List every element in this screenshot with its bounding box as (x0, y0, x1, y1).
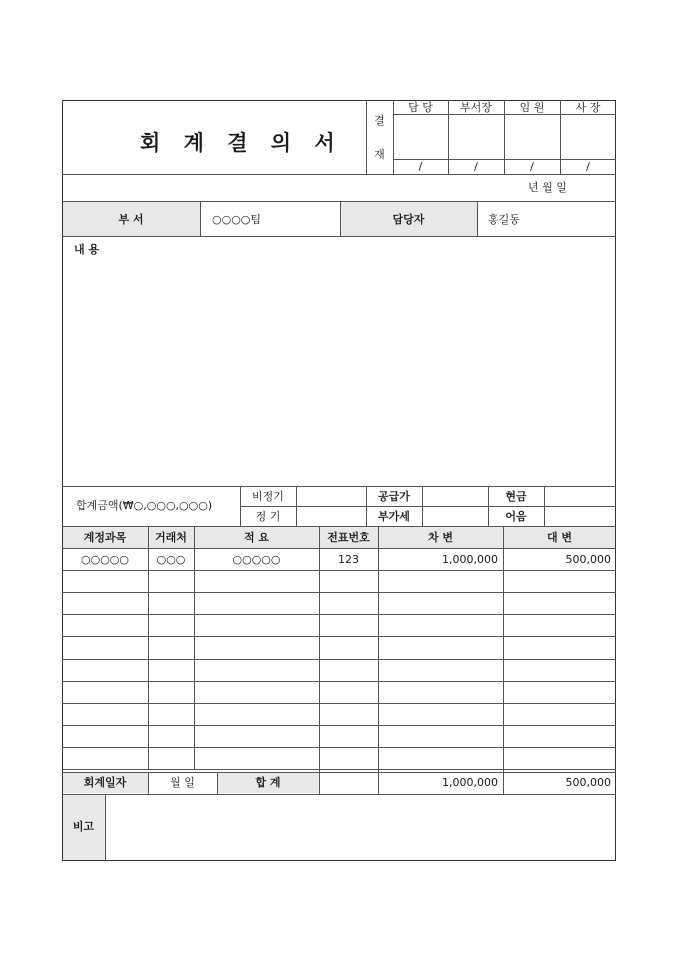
row-divider (62, 681, 616, 682)
row-divider (62, 570, 616, 571)
divider (62, 769, 616, 770)
cell-voucher-no[interactable] (319, 576, 378, 588)
divider (366, 100, 367, 174)
cell-debit[interactable]: 1,000,000 (442, 553, 498, 566)
col-credit: 대 변 (546, 531, 573, 544)
divider (62, 174, 616, 175)
approver-staff: 담 당 (408, 101, 433, 114)
cell-account[interactable] (62, 731, 148, 743)
cell-summary[interactable] (194, 642, 319, 654)
form-title: 회 계 결 의 서 (140, 131, 343, 155)
col-client: 거래처 (155, 531, 187, 544)
cell-client[interactable] (148, 709, 194, 721)
approver-executive: 임 원 (519, 101, 545, 114)
cell-account[interactable] (62, 576, 148, 588)
row-divider (62, 614, 616, 615)
signature-box-executive[interactable] (504, 114, 560, 159)
cell-credit[interactable] (503, 709, 611, 721)
row-divider (62, 659, 616, 660)
cell-client[interactable] (148, 642, 194, 654)
remark-label: 비고 (72, 820, 95, 833)
cell-client[interactable] (148, 665, 194, 677)
supply-price-label: 공급가 (378, 490, 410, 503)
regular-checkbox[interactable] (296, 506, 366, 526)
cell-summary[interactable] (194, 753, 319, 765)
cell-voucher-no[interactable] (319, 709, 378, 721)
signature-box-staff[interactable] (393, 114, 448, 159)
sign-date-slash: / (418, 160, 423, 173)
manager-label: 담당자 (392, 213, 425, 226)
cell-client[interactable]: ○○○ (156, 553, 186, 566)
cell-voucher-no[interactable] (319, 665, 378, 677)
vat-label: 부가세 (378, 510, 410, 523)
cell-summary[interactable]: ○○○○○ (232, 553, 281, 566)
account-date-field[interactable]: 월 일 (170, 776, 195, 789)
promissory-note-field[interactable] (544, 506, 616, 526)
cell-summary[interactable] (194, 576, 319, 588)
cell-voucher-no[interactable] (319, 642, 378, 654)
cell-account[interactable] (62, 709, 148, 721)
content-label: 내 용 (74, 243, 100, 256)
col-debit: 차 변 (427, 531, 454, 544)
divider (200, 201, 201, 236)
cell-summary[interactable] (194, 598, 319, 610)
divider (378, 526, 379, 794)
divider (319, 526, 320, 794)
col-voucher-no: 전표번호 (327, 531, 370, 544)
cell-debit[interactable] (378, 665, 498, 677)
cell-credit[interactable] (503, 598, 611, 610)
cell-account[interactable] (62, 753, 148, 765)
approver-president: 사 장 (575, 101, 601, 114)
cell-summary[interactable] (194, 620, 319, 632)
divider (194, 526, 195, 769)
date-field[interactable]: 년 월 일 (528, 181, 567, 194)
dept-value[interactable]: ○○○○팀 (212, 213, 262, 226)
cell-credit[interactable]: 500,000 (565, 553, 611, 566)
divider (62, 236, 616, 237)
cell-debit[interactable] (378, 576, 498, 588)
cell-credit[interactable] (503, 687, 611, 699)
sign-date-slash: / (586, 160, 590, 173)
cell-credit[interactable] (503, 642, 611, 654)
row-divider (62, 592, 616, 593)
cell-voucher-no[interactable] (319, 687, 378, 699)
col-summary: 적 요 (243, 531, 270, 544)
cell-summary[interactable] (194, 709, 319, 721)
cell-summary[interactable] (194, 665, 319, 677)
sign-date-slash: / (474, 160, 478, 173)
remark-field[interactable] (106, 795, 615, 860)
approval-label-2: 재 (374, 148, 385, 161)
supply-price-field[interactable] (422, 486, 488, 506)
cell-credit[interactable] (503, 753, 611, 765)
cell-debit[interactable] (378, 753, 498, 765)
credit-total: 500,000 (565, 776, 611, 789)
debit-total: 1,000,000 (442, 776, 498, 789)
divider (477, 201, 478, 236)
approver-dept-head: 부서장 (460, 101, 492, 114)
cell-voucher-no[interactable] (319, 620, 378, 632)
cell-credit[interactable] (503, 620, 611, 632)
cash-field[interactable] (544, 486, 616, 506)
cell-client[interactable] (148, 753, 194, 765)
irregular-label: 비정기 (252, 490, 284, 503)
cell-credit[interactable] (503, 576, 611, 588)
cell-account[interactable] (62, 642, 148, 654)
cell-debit[interactable] (378, 620, 498, 632)
cell-client[interactable] (148, 598, 194, 610)
cell-debit[interactable] (378, 687, 498, 699)
divider (148, 526, 149, 769)
manager-value[interactable]: 홍길동 (488, 213, 520, 226)
cell-account[interactable]: ○○○○○ (81, 553, 129, 566)
sign-date-slash: / (530, 160, 534, 173)
dept-label: 부 서 (118, 213, 144, 226)
cell-debit[interactable] (378, 642, 498, 654)
cell-account[interactable] (62, 598, 148, 610)
cell-client[interactable] (148, 620, 194, 632)
cell-account[interactable] (62, 620, 148, 632)
cell-debit[interactable] (378, 598, 498, 610)
cell-account[interactable] (62, 687, 148, 699)
cell-client[interactable] (148, 731, 194, 743)
divider (393, 159, 616, 160)
row-divider (62, 747, 616, 748)
cell-voucher-no[interactable]: 123 (338, 553, 359, 566)
cell-credit[interactable] (503, 665, 611, 677)
row-divider (62, 725, 616, 726)
cell-summary[interactable] (194, 687, 319, 699)
cell-voucher-no[interactable] (319, 753, 378, 765)
cell-credit[interactable] (503, 731, 611, 743)
divider (62, 548, 616, 549)
cell-debit[interactable] (378, 709, 498, 721)
approval-label-1: 결 (374, 114, 385, 127)
cell-voucher-no[interactable] (319, 731, 378, 743)
cell-client[interactable] (148, 687, 194, 699)
cash-label: 현금 (505, 490, 527, 503)
cell-summary[interactable] (194, 731, 319, 743)
divider (503, 526, 504, 794)
promissory-note-label: 어음 (505, 510, 527, 523)
cell-account[interactable] (62, 665, 148, 677)
total-label: 합 계 (255, 776, 281, 789)
col-account: 계정과목 (83, 531, 127, 544)
signature-box-dept-head[interactable] (448, 114, 504, 159)
irregular-checkbox[interactable] (296, 486, 366, 506)
total-amount-label: 합계금액(₩○,○○○,○○○) (76, 499, 213, 512)
content-textarea[interactable] (63, 260, 615, 485)
regular-label: 정 기 (255, 510, 281, 523)
vat-field[interactable] (422, 506, 488, 526)
cell-debit[interactable] (378, 731, 498, 743)
account-date-label: 회계일자 (83, 776, 127, 789)
signature-box-president[interactable] (560, 114, 616, 159)
cell-voucher-no[interactable] (319, 598, 378, 610)
cell-client[interactable] (148, 576, 194, 588)
row-divider (62, 636, 616, 637)
row-divider (62, 703, 616, 704)
